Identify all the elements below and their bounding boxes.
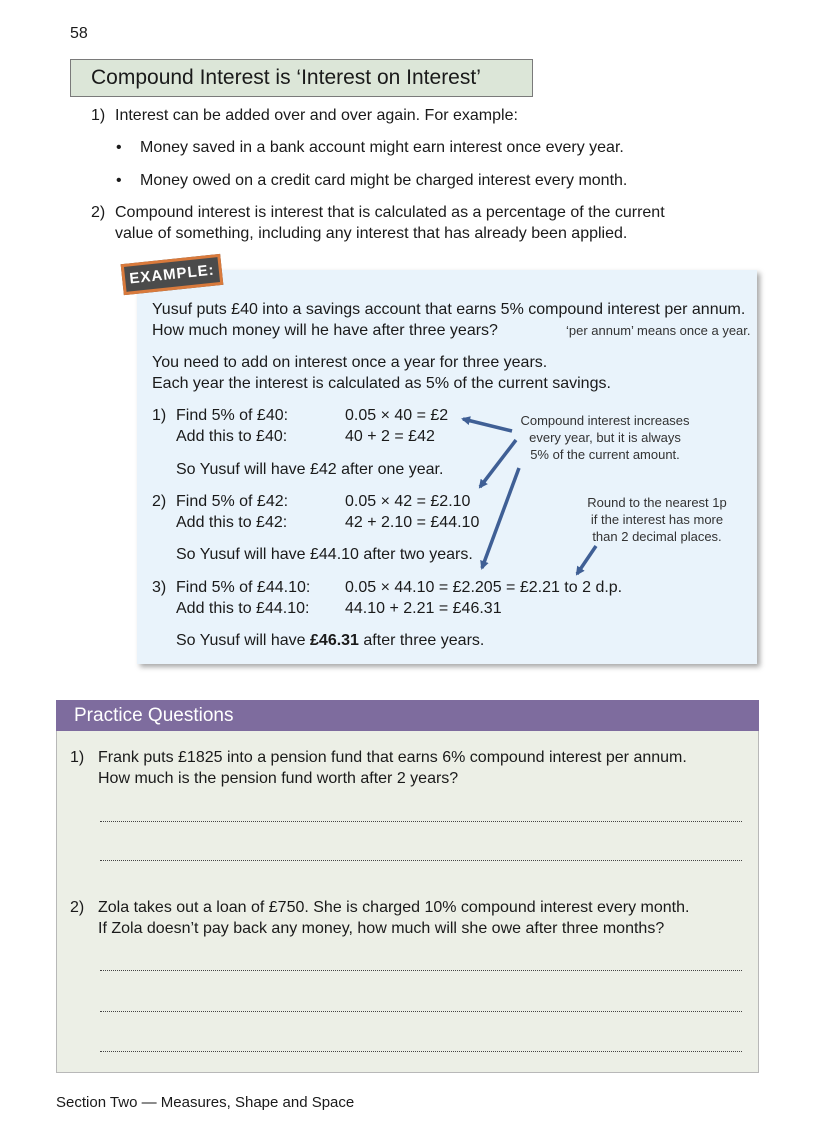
example-question-line: How much money will he have after three years? xyxy=(152,322,498,339)
step-find-calc: 0.05 × 40 = £2 xyxy=(345,407,449,424)
compound-note xyxy=(505,412,705,463)
result-suffix: after three years. xyxy=(358,632,485,649)
point-text: Interest can be added over and over again. For example: xyxy=(115,107,518,124)
question-text-line: If Zola doesn’t pay back any money, how much will she owe after three months? xyxy=(98,920,665,937)
step-add: Add this to £42: xyxy=(176,514,288,531)
question-text-line: Frank puts £1825 into a pension fund that earns 6% compound interest per annum. xyxy=(98,749,687,766)
bullet-symbol: • xyxy=(116,172,122,189)
step-number: 1) xyxy=(152,407,167,424)
point-text-line: Compound interest is interest that is calculated as a percentage of the current xyxy=(115,204,665,221)
step-number: 2) xyxy=(152,493,167,510)
step-result: So Yusuf will have £44.10 after two years. xyxy=(176,546,473,563)
round-note-line: if the interest has more xyxy=(590,512,724,527)
step-number: 3) xyxy=(152,579,167,596)
example-intro-line: Each year the interest is calculated as 5% of the current savings. xyxy=(152,375,611,392)
example-badge: EXAMPLE: xyxy=(121,254,224,295)
question-number: 1) xyxy=(70,749,85,766)
step-find: Find 5% of £42: xyxy=(176,493,289,510)
step-add-calc: 44.10 + 2.21 = £46.31 xyxy=(345,600,502,617)
round-note xyxy=(568,494,746,545)
final-answer: £46.31 xyxy=(310,632,359,649)
step-find: Find 5% of £44.10: xyxy=(176,579,311,596)
step-result-final xyxy=(176,630,484,651)
question-text-line: Zola takes out a loan of £750. She is charged 10% compound interest every month. xyxy=(98,899,690,916)
bullet-text: Money saved in a bank account might earn interest once every year. xyxy=(140,139,624,156)
step-find: Find 5% of £40: xyxy=(176,407,289,424)
question-number: 2) xyxy=(70,899,85,916)
answer-line[interactable] xyxy=(100,1051,742,1052)
step-find-calc: 0.05 × 42 = £2.10 xyxy=(345,493,471,510)
per-annum-note: ‘per annum’ means once a year. xyxy=(566,323,751,338)
example-question-line: Yusuf puts £40 into a savings account that earns 5% compound interest per annum. xyxy=(152,301,746,318)
answer-line[interactable] xyxy=(100,860,742,861)
point-text-line: value of something, including any interest that has already been applied. xyxy=(115,225,628,242)
answer-line[interactable] xyxy=(100,1011,742,1012)
compound-note-line: 5% of the current amount. xyxy=(530,447,680,462)
compound-note-line: every year, but it is always xyxy=(529,430,681,445)
step-result: So Yusuf will have £42 after one year. xyxy=(176,461,444,478)
compound-note-line: Compound interest increases xyxy=(520,413,690,428)
round-note-line: Round to the nearest 1p xyxy=(587,495,727,510)
step-find-calc: 0.05 × 44.10 = £2.205 = £2.21 to 2 d.p. xyxy=(345,579,623,596)
section-title: Compound Interest is ‘Interest on Interest’ xyxy=(70,59,533,97)
point-number: 1) xyxy=(91,107,106,124)
bullet-text: Money owed on a credit card might be charged interest every month. xyxy=(140,172,628,189)
page-number: 58 xyxy=(70,25,88,42)
answer-line[interactable] xyxy=(100,821,742,822)
practice-header: Practice Questions xyxy=(56,700,759,731)
step-add-calc: 40 + 2 = £42 xyxy=(345,428,435,445)
step-add-calc: 42 + 2.10 = £44.10 xyxy=(345,514,480,531)
point-number: 2) xyxy=(91,204,106,221)
step-add: Add this to £40: xyxy=(176,428,288,445)
question-text-line: How much is the pension fund worth after 2 years? xyxy=(98,770,459,787)
round-note-line: than 2 decimal places. xyxy=(592,529,722,544)
step-add: Add this to £44.10: xyxy=(176,600,310,617)
bullet-symbol: • xyxy=(116,139,122,156)
footer: Section Two — Measures, Shape and Space xyxy=(56,1094,355,1111)
answer-line[interactable] xyxy=(100,970,742,971)
example-intro-line: You need to add on interest once a year for three years. xyxy=(152,354,548,371)
result-prefix: So Yusuf will have xyxy=(176,632,311,649)
